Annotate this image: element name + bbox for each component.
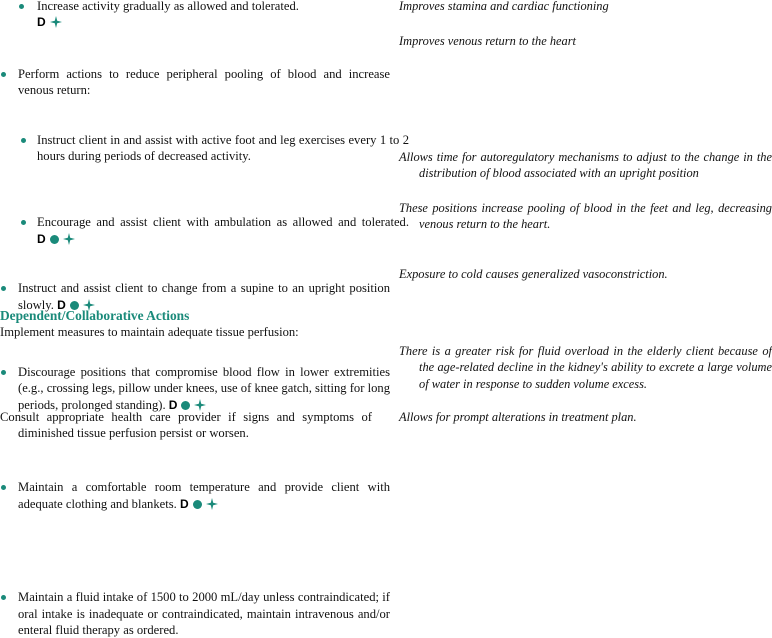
rationale-fluid-intake: There is a greater risk for fluid overload in the elderly client because of the age-related decline in the kidney's ability to excrete a large volume of water in response to sudden volume excess. (399, 344, 772, 391)
intervention-fluid-intake: Maintain a fluid intake of 1500 to 2000 mL/day unless contraindicated; if oral intake is inadequate or contraindicated, maintain intravenous and/or enteral fluid therapy as ordered. (0, 589, 390, 638)
intervention-room-temperature: Maintain a comfortable room temperature and provide client with adequate clothing and blankets. D (0, 479, 390, 512)
section-intro: Implement measures to maintain adequate tissue perfusion: (0, 325, 299, 339)
rationale-position-change: Allows time for autoregulatory mechanisms to adjust to the change in the distribution of blood associated with an upright position (399, 150, 772, 181)
intervention-position-change: Instruct and assist client to change from a supine to an upright position slowly. D (0, 280, 390, 313)
rationale-room-temperature: Exposure to cold causes generalized vasoconstriction. (399, 267, 668, 281)
bullet-icon (1, 286, 6, 291)
rationale-increase-activity: Improves stamina and cardiac functioning (399, 0, 609, 13)
bullet-icon (21, 220, 26, 225)
sub-intervention-foot-exercises: Instruct client in and assist with active foot and leg exercises every 1 to 2 hours during periods of decreased activity. (0, 132, 409, 165)
circle-icon (50, 235, 59, 244)
star-icon (50, 16, 62, 28)
bullet-icon (1, 370, 6, 375)
intervention-increase-activity: Increase activity gradually as allowed and tolerated. D (0, 0, 390, 31)
intervention-reduce-pooling: Perform actions to reduce peripheral pooling of blood and increase venous return: (0, 66, 390, 99)
bullet-icon (1, 485, 6, 490)
star-icon (63, 233, 75, 245)
d-label: D (57, 297, 66, 312)
priority-symbols (37, 232, 75, 246)
sub-intervention-ambulation: Encourage and assist client with ambulation as allowed and tolerated. D (0, 214, 409, 247)
priority-symbols (180, 497, 218, 511)
circle-icon (193, 500, 202, 509)
d-label: D (168, 397, 178, 412)
priority-symbols (37, 15, 62, 29)
star-icon (206, 498, 218, 510)
bullet-icon (21, 138, 26, 143)
bullet-icon (1, 595, 6, 600)
rationale-discourage-positions: These positions increase pooling of blood in the feet and leg, decreasing venous return to the heart. (399, 201, 772, 232)
section-heading: Dependent/Collaborative Actions (0, 308, 190, 323)
rationale-reduce-pooling: Improves venous return to the heart (399, 34, 576, 48)
d-label: D (37, 15, 46, 30)
intervention-consult-provider: Consult appropriate health care provider if signs and symptoms of diminished tissue perfusion persist or worsen. (0, 410, 372, 441)
rationale-consult-provider: Allows for prompt alterations in treatment plan. (399, 410, 637, 424)
intervention-discourage-positions: Discourage positions that compromise blood flow in lower extremities (e.g., crossing legs, pillow under knees, use of knee gatch, sitting for long periods, prolonged standing). D (0, 364, 390, 413)
bullet-icon (1, 72, 6, 77)
d-label: D (37, 231, 46, 246)
d-label: D (179, 496, 189, 511)
bullet-icon (19, 4, 24, 9)
